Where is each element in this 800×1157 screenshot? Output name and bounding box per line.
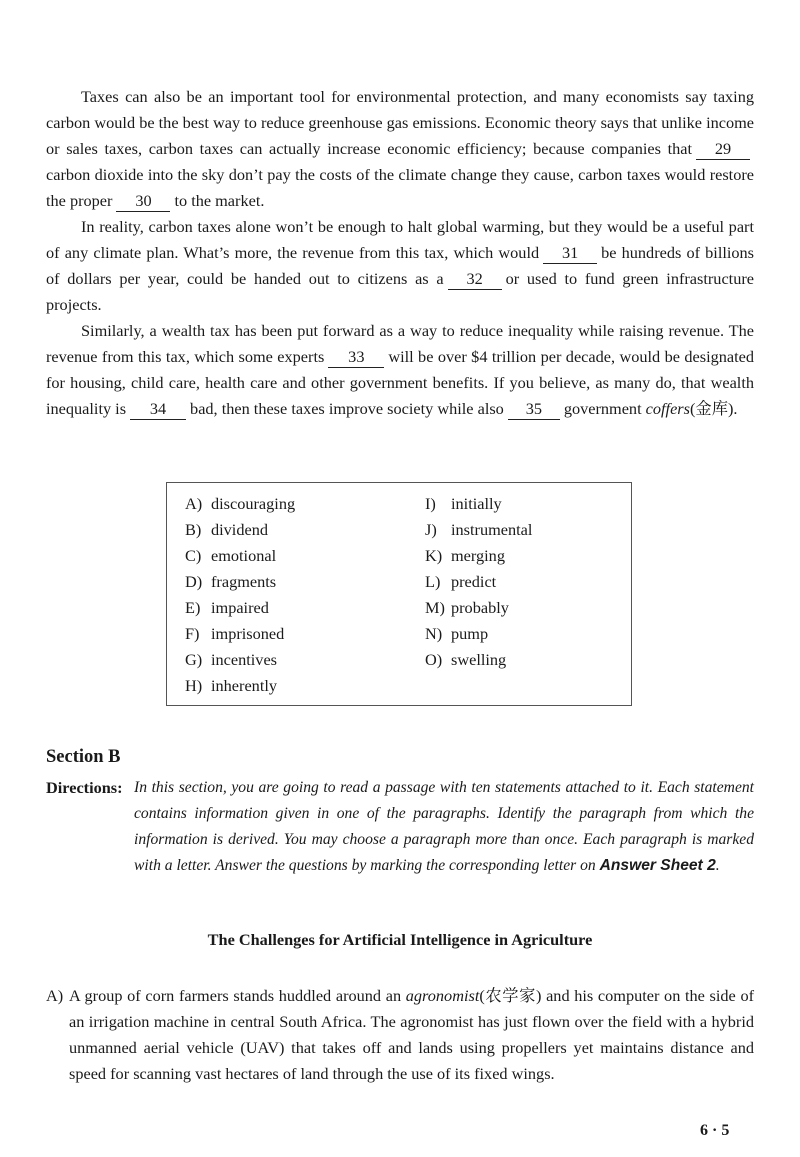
word-option xyxy=(185,569,295,595)
blank-33[interactable]: 33 xyxy=(328,347,384,368)
option-letter: I) xyxy=(425,494,436,513)
blank-30[interactable]: 30 xyxy=(116,191,170,212)
option-letter: A) xyxy=(185,494,203,513)
word-bank-left-column xyxy=(185,491,295,699)
option-word: probably xyxy=(451,598,509,617)
word-option xyxy=(425,491,532,517)
word-option xyxy=(425,569,532,595)
term-coffers: coffers xyxy=(645,399,690,418)
option-letter: D) xyxy=(185,572,203,591)
word-option xyxy=(425,517,532,543)
option-word: emotional xyxy=(211,546,277,565)
word-option xyxy=(185,647,295,673)
cloze-paragraph-1: Taxes can also be an important tool for environmental protection, and many economists say taxing carbon would be the best way to reduce greenhouse gas emissions. Economic theory says that unlike income or sales taxes, carbon taxes can actually increase economic efficiency; because companies that 29carbon dioxide into the sky don’t pay the costs of the climate change they cause, carbon taxes would restore the proper 30 to the market. xyxy=(46,87,754,210)
word-bank-right-column xyxy=(425,491,532,673)
word-option xyxy=(425,621,532,647)
paragraph-a xyxy=(46,983,754,1087)
word-option xyxy=(185,543,295,569)
option-letter: M) xyxy=(425,598,445,617)
directions-label: Directions: xyxy=(46,778,123,797)
option-word: fragments xyxy=(211,572,277,591)
cloze-paragraph-2: In reality, carbon taxes alone won’t be enough to halt global warming, but they would be a useful part of any climate plan. What’s more, the revenue from this tax, which would 31 be hundreds of billions of dollars per year, could be handed out to citizens as a 32 or used to fund green infrastructure projects. xyxy=(46,217,755,314)
option-letter: O) xyxy=(425,650,443,669)
blank-34[interactable]: 34 xyxy=(130,399,186,420)
passage-title: The Challenges for Artificial Intelligence in Agriculture xyxy=(207,930,593,949)
directions-text: In this section, you are going to read a passage with ten statements attached to it. Each statement contains information given in one of the paragraphs. Identify the paragraph from which the information is derived. You may choose a paragraph more than once. Each paragraph is marked with a letter. Answer the questions by marking the corresponding letter on Answer Sheet 2. xyxy=(134,779,754,874)
page-number: 6 · 5 xyxy=(700,1122,730,1139)
word-option xyxy=(425,543,532,569)
option-word: predict xyxy=(451,572,497,591)
option-letter: C) xyxy=(185,546,202,565)
option-letter: J) xyxy=(425,520,437,539)
word-option xyxy=(185,621,295,647)
option-letter: B) xyxy=(185,520,202,539)
option-letter: F) xyxy=(185,624,200,643)
option-word: pump xyxy=(451,624,489,643)
option-letter: N) xyxy=(425,624,443,643)
blank-29[interactable]: 29 xyxy=(696,139,750,160)
option-letter: H) xyxy=(185,676,203,695)
option-word: initially xyxy=(451,494,502,513)
option-word: dividend xyxy=(211,520,268,539)
word-bank xyxy=(166,482,632,706)
term-agronomist: agronomist xyxy=(405,986,480,1005)
option-word: imprisoned xyxy=(211,624,285,643)
option-word: swelling xyxy=(451,650,507,669)
word-option xyxy=(425,647,532,673)
option-word: inherently xyxy=(211,676,278,695)
cloze-passage xyxy=(46,84,754,422)
option-word: discouraging xyxy=(211,494,296,513)
word-option xyxy=(185,491,295,517)
option-letter: E) xyxy=(185,598,201,617)
option-word: merging xyxy=(451,546,505,565)
option-word: instrumental xyxy=(451,520,533,539)
gloss-agronomist: (农学家) xyxy=(479,986,542,1005)
option-word: impaired xyxy=(211,598,269,617)
answer-sheet-label: Answer Sheet 2 xyxy=(599,857,716,874)
word-option xyxy=(185,517,295,543)
paragraph-label: A) xyxy=(46,986,64,1005)
gloss-coffers: (金库). xyxy=(689,399,738,418)
option-letter: L) xyxy=(425,572,441,591)
blank-31[interactable]: 31 xyxy=(543,243,597,264)
paragraph-a-body: A group of corn farmers stands huddled around an agronomist(农学家) and his computer on the side of an irrigation machine in central South Africa. The agronomist has just flown over the field with a hybrid unmanned aerial vehicle (UAV) that takes off and lands using propellers yet maintains distance and speed for scanning vast hectares of land through the use of its fixed wings. xyxy=(69,986,755,1083)
blank-35[interactable]: 35 xyxy=(508,399,560,420)
blank-32[interactable]: 32 xyxy=(448,269,502,290)
word-option xyxy=(185,673,295,699)
option-letter: G) xyxy=(185,650,203,669)
option-letter: K) xyxy=(425,546,443,565)
word-option xyxy=(185,595,295,621)
option-word: incentives xyxy=(211,650,278,669)
cloze-paragraph-3: Similarly, a wealth tax has been put forward as a way to reduce inequality while raising revenue. The revenue from this tax, which some experts 33 will be over $4 trillion per decade, would be designated for housing, child care, health care and other government benefits. If you believe, as many do, that wealth inequality is 34 bad, then these taxes improve society while also 35 government coffers(金库). xyxy=(46,321,754,418)
section-title: Section B xyxy=(46,747,121,767)
word-option xyxy=(425,595,532,621)
